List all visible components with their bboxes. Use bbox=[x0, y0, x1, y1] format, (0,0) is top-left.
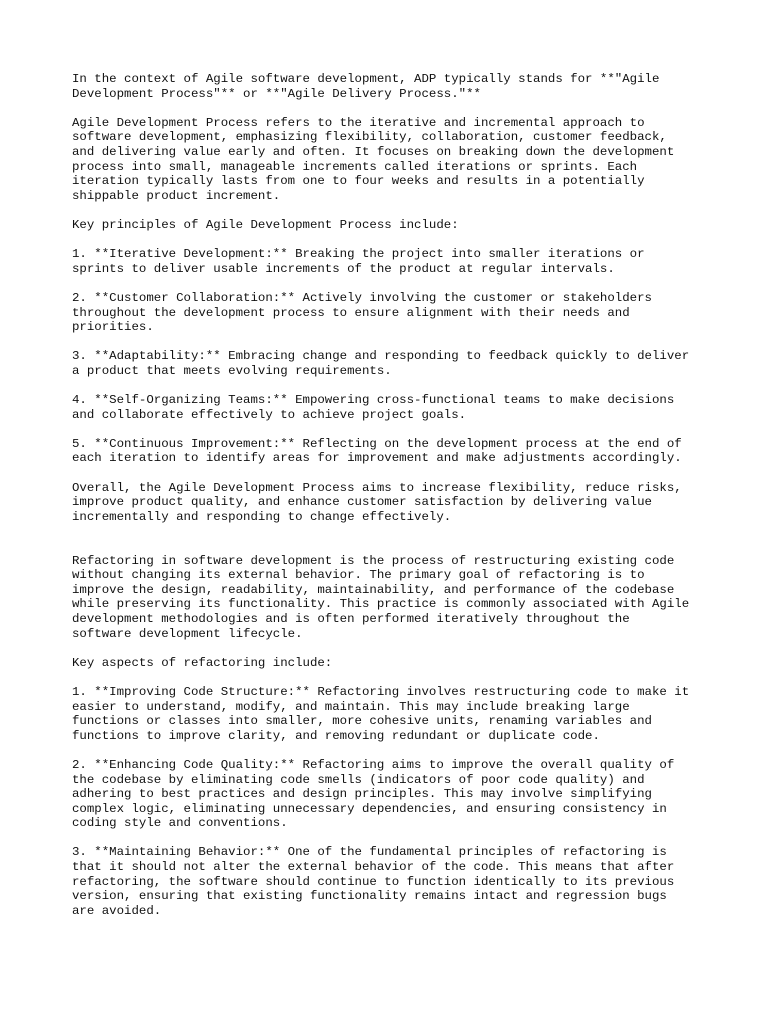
principles-heading: Key principles of Agile Development Process include: bbox=[72, 217, 459, 232]
principle-item-adaptability: 3. **Adaptability:** Embracing change and responding to feedback quickly to deliver a product that meets evolving requirements. bbox=[72, 349, 690, 378]
agile-summary-paragraph: Overall, the Agile Development Process aims to increase flexibility, reduce risks, improve product quality, and enhance customer satisfaction by delivering value incrementally and responding to change effectively. bbox=[72, 480, 682, 524]
document-page bbox=[72, 72, 702, 933]
principle-item-iterative: 1. **Iterative Development:** Breaking the project into smaller iterations or sprints to deliver usable increments of the product at regular intervals. bbox=[72, 247, 645, 276]
adp-intro-paragraph: In the context of Agile software development, ADP typically stands for **"Agile Development Process"** or **"Agile Delivery Process."** bbox=[72, 72, 660, 101]
aspect-item-code-structure: 1. **Improving Code Structure:** Refactoring involves restructuring code to make it easier to understand, modify, and maintain. This may include breaking large functions or classes into smaller, more cohesive units, renaming variables and functions to improve clarity, and removing redundant or duplicate code. bbox=[72, 684, 690, 743]
refactoring-intro-paragraph: Refactoring in software development is the process of restructuring existing code without changing its external behavior. The primary goal of refactoring is to improve the design, readability, maintainability, and performance of the codebase while preserving its functionality. This practice is commonly associated with Agile development methodologies and is often performed iteratively throughout the software development lifecycle. bbox=[72, 553, 690, 641]
principle-item-continuous-improvement: 5. **Continuous Improvement:** Reflecting on the development process at the end of each iteration to identify areas for improvement and make adjustments accordingly. bbox=[72, 436, 682, 466]
section-spacer bbox=[72, 539, 702, 554]
aspect-item-maintaining-behavior: 3. **Maintaining Behavior:** One of the fundamental principles of refactoring is that it should not alter the external behavior of the code. This means that after refactoring, the software should continue to function identically to its previous version, ensuring that existing functionality remains intact and regression bugs are avoided. bbox=[72, 845, 675, 918]
principle-item-self-organizing: 4. **Self-Organizing Teams:** Empowering cross-functional teams to make decisions and collaborate effectively to achieve project goals. bbox=[72, 393, 675, 422]
aspects-heading: Key aspects of refactoring include: bbox=[72, 655, 333, 670]
principle-item-collaboration: 2. **Customer Collaboration:** Actively involving the customer or stakeholders throughout the development process to ensure alignment with their needs and priorities. bbox=[72, 290, 652, 335]
aspect-item-code-quality: 2. **Enhancing Code Quality:** Refactoring aims to improve the overall quality of the codebase by eliminating code smells (indicators of poor code quality) and adhering to best practices and design principles. This may involve simplifying complex logic, eliminating unnecessary dependencies, and ensuring consistency in coding style and conventions. bbox=[72, 757, 675, 831]
agile-definition-paragraph: Agile Development Process refers to the iterative and incremental approach to software development, emphasizing flexibility, collaboration, customer feedback, and delivering value early and often. It focuses on breaking down the development process into small, manageable increments called iterations or sprints. Each iteration typically lasts from one to four weeks and results in a potentially shippable product increment. bbox=[72, 115, 675, 203]
